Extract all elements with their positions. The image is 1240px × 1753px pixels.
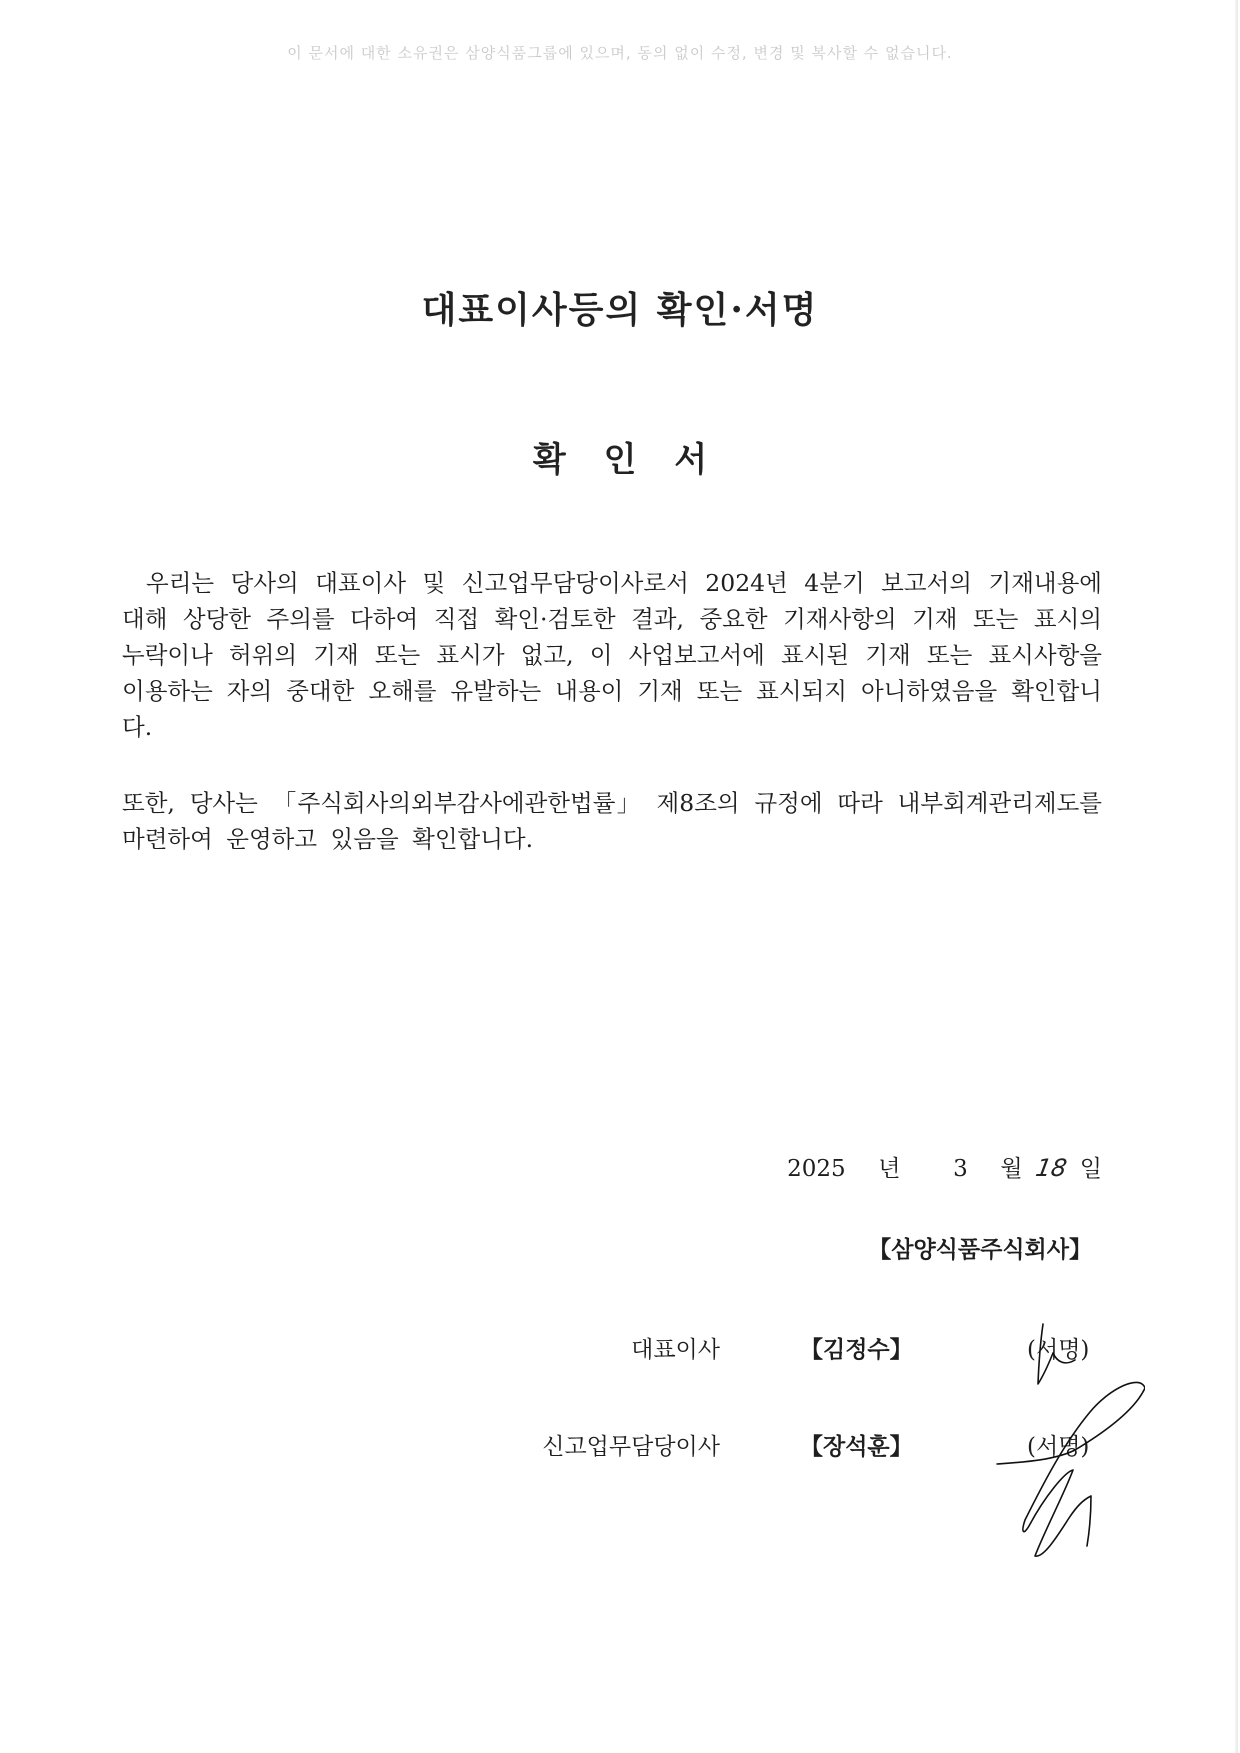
confirmation-paragraph-2: 또한, 당사는 「주식회사의외부감사에관한법률」 제8조의 규정에 따라 내부회계관리제도를 마련하여 운영하고 있음을 확인합니다.	[122, 789, 1102, 853]
signatory-row-disclosure-officer	[0, 1428, 1240, 1468]
date-year-unit: 년	[878, 1156, 901, 1182]
signature-label: (서명)	[1027, 1337, 1090, 1363]
signatory-role: 대표이사	[631, 1337, 720, 1363]
signing-date	[787, 1150, 1102, 1183]
date-year: 2025	[787, 1156, 846, 1182]
date-day-unit: 일	[1079, 1156, 1102, 1182]
handwritten-signature-icon	[995, 1380, 1145, 1565]
signatory-name: 【장석훈】	[800, 1433, 913, 1460]
date-month: 3	[953, 1156, 968, 1182]
company-name: 【삼양식품주식회사】	[868, 1236, 1092, 1263]
signature-label: (서명)	[1027, 1434, 1090, 1460]
scan-page-edge	[1235, 0, 1238, 1753]
date-day-handwritten: 18	[1033, 1154, 1069, 1182]
confirmation-paragraph-1: 우리는 당사의 대표이사 및 신고업무담당이사로서 2024년 4분기 보고서의 기재내용에 대해 상당한 주의를 다하여 직접 확인·검토한 결과, 중요한 기재사항의 기재 또는 표시의 누락이나 허위의 기재 또는 표시가 없고, 이 사업보고서에 표시된 기재 또는 표시사항을 이용하는 자의 중대한 오해를 유발하는 내용이 기재 또는 표시되지 아니하였음을 확인합니다.	[122, 569, 1102, 741]
signatory-role: 신고업무담당이사	[542, 1434, 720, 1460]
date-month-unit: 월	[1000, 1156, 1023, 1182]
document-title: 대표이사등의 확인·서명	[421, 289, 819, 331]
signatory-name: 【김정수】	[800, 1336, 913, 1363]
document-subtitle: 확 인 서	[532, 440, 708, 480]
signatory-row-ceo	[0, 1331, 1240, 1371]
ownership-watermark: 이 문서에 대한 소유권은 삼양식품그룹에 있으며, 동의 없이 수정, 변경 및 복사할 수 없습니다.	[287, 44, 953, 62]
